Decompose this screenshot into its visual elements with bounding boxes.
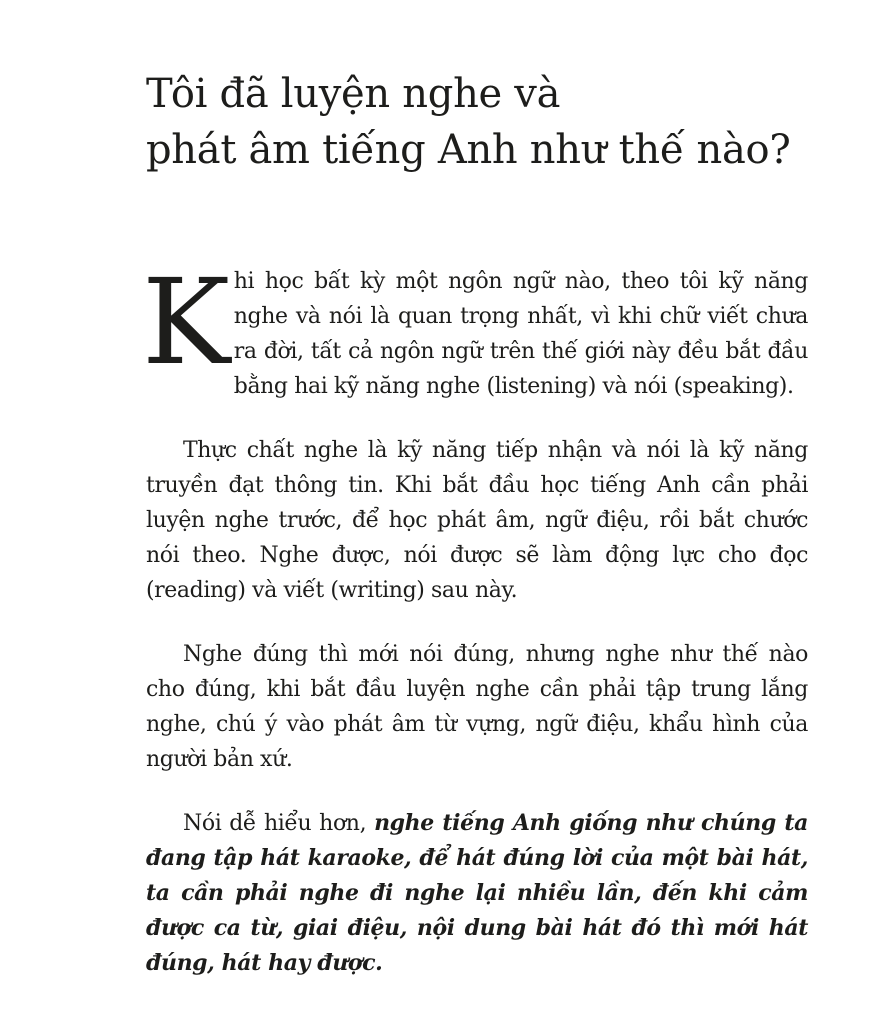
chapter-title-line-1: Tôi đã luyện nghe và xyxy=(146,71,561,117)
paragraph-4 xyxy=(146,806,808,981)
paragraph-3 xyxy=(146,637,808,777)
paragraph-3-text: Nghe đúng thì mới nói đúng, nhưng nghe như thế nào cho đúng, khi bắt đầu luyện nghe cần phải tập trung lắng nghe, chú ý vào phát âm từ vựng, ngữ điệu, khẩu hình của người bản xứ. xyxy=(146,642,808,772)
body-text xyxy=(142,253,809,1010)
paragraph-4-lead: Nói dễ hiểu hơn, xyxy=(183,811,375,836)
chapter-title-line-2: phát âm tiếng Anh như thế nào? xyxy=(146,127,791,173)
chapter-title xyxy=(146,66,846,178)
drop-cap: K xyxy=(142,253,230,391)
paragraph-2 xyxy=(146,433,808,608)
paragraph-1-text: hi học bất kỳ một ngôn ngữ nào, theo tôi kỹ năng nghe và nói là quan trọng nhất, vì khi chữ viết chưa ra đời, tất cả ngôn ngữ trên thế giới này đều bắt đầu bằng hai kỹ năng nghe (listening) và nói (speaking). xyxy=(233,269,808,399)
paragraph-2-text: Thực chất nghe là kỹ năng tiếp nhận và nói là kỹ năng truyền đạt thông tin. Khi bắt đầu học tiếng Anh cần phải luyện nghe trước, để học phát âm, ngữ điệu, rồi bắt chước nói theo. Nghe được, nói được sẽ làm động lực cho đọc (reading) và viết (writing) sau này. xyxy=(146,438,808,603)
paragraph-1 xyxy=(142,253,808,404)
paragraph-4-emphasis: nghe tiếng Anh giống như chúng ta đang tập hát karaoke, để hát đúng lời của một bài hát, ta cần phải nghe đi nghe lại nhiều lần, đến khi cảm được ca từ, giai điệu, nội dung bài hát đó thì mới hát đúng, hát hay được. xyxy=(146,810,809,976)
